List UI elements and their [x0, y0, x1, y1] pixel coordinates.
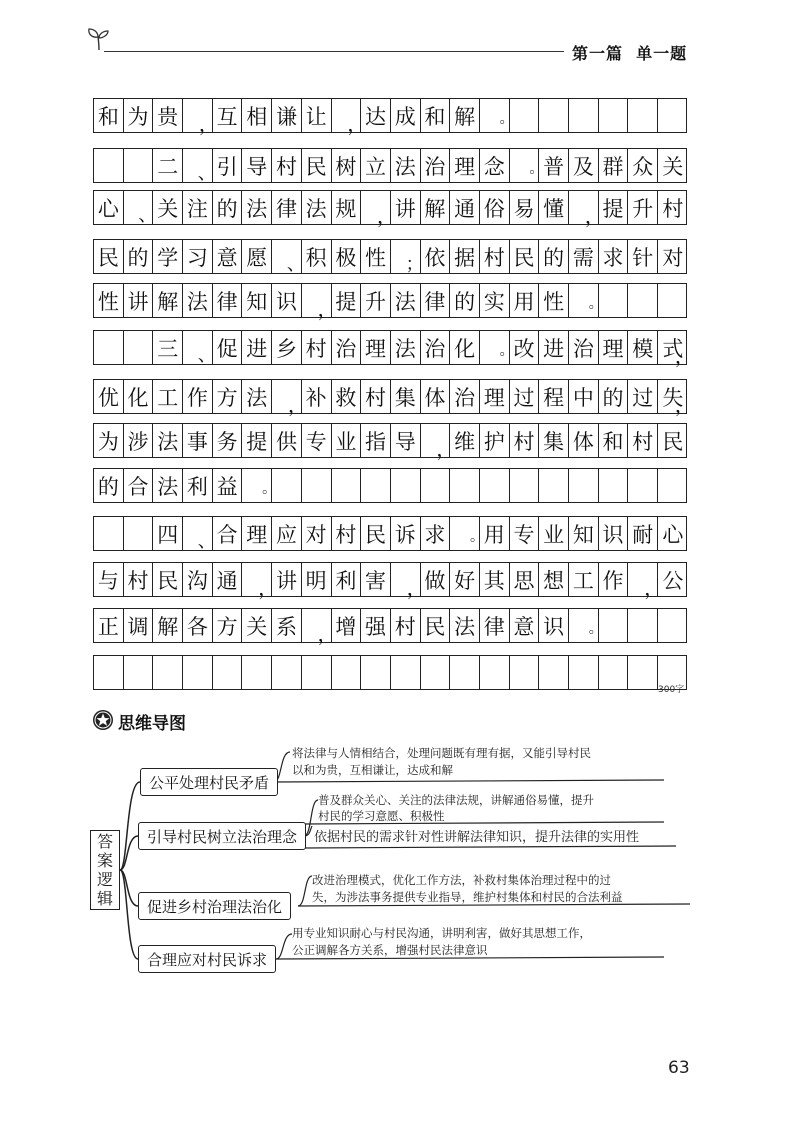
essay-grid-cell: 性: [539, 284, 569, 317]
essay-grid-cell: 对: [302, 517, 332, 550]
essay-grid-cell: 公: [662, 568, 684, 593]
essay-grid-cell: ，: [391, 563, 421, 596]
essay-grid-cell: 民: [361, 517, 391, 550]
essay-grid-cell: ，: [302, 609, 332, 642]
essay-grid-cell: 作: [183, 380, 213, 413]
essay-grid-cell: 村: [302, 331, 332, 364]
essay-grid-cell: 。: [242, 469, 272, 502]
essay-grid-cell: 互: [213, 99, 243, 132]
essay-grid-cell: 通: [450, 191, 480, 224]
essay-grid-cell: 害: [361, 563, 391, 596]
essay-grid-cell: 求: [599, 240, 629, 273]
essay-grid-cell: 的: [94, 469, 124, 502]
essay-grid-cell: 工: [153, 380, 183, 413]
essay-grid-cell: 实: [480, 284, 510, 317]
essay-grid-cell: 调: [124, 609, 154, 642]
essay-grid-cell: 诉: [391, 517, 421, 550]
essay-grid-cell: 升: [628, 191, 658, 224]
essay-grid-cell: 讲: [391, 191, 421, 224]
leaf-text: 公正调解各方关系，增强村民法律意识: [292, 943, 488, 957]
essay-grid-cell: 民: [510, 240, 540, 273]
essay-grid-cell: 提: [242, 424, 272, 457]
essay-grid-cell: 维: [450, 424, 480, 457]
essay-grid-cell: 业: [332, 424, 362, 457]
essay-grid-cell: 对: [662, 245, 684, 270]
essay-grid-cell: 思: [510, 563, 540, 596]
essay-grid-cell: ，: [302, 284, 332, 317]
essay-grid-cell: ，: [421, 424, 451, 457]
essay-grid-cell: 治: [332, 331, 362, 364]
essay-grid-cell: 导: [391, 424, 421, 457]
essay-grid-cell: 意: [510, 609, 540, 642]
essay-grid-cell: 讲: [124, 284, 154, 317]
root-char: 案: [96, 851, 113, 870]
essay-grid-cell: 理: [480, 380, 510, 413]
essay-grid-cell: 二: [153, 149, 183, 182]
essay-grid-cell: ，: [361, 191, 391, 224]
essay-grid-cell: ，: [569, 191, 599, 224]
essay-grid-cell: 促: [213, 331, 243, 364]
leaf-text: 失，为涉法事务提供专业指导，维护村集体和村民的合法利益: [312, 890, 623, 904]
mindmap-title: 思维导图: [118, 714, 186, 734]
essay-grid-cell: 模: [628, 331, 658, 364]
essay-grid-cell: 讲: [272, 563, 302, 596]
leaf-text: 将法律与人情相结合，处理问题既有理有据，又能引导村民: [292, 746, 591, 760]
essay-grid-cell: 民: [153, 563, 183, 596]
essay-grid-cell: 解: [153, 284, 183, 317]
essay-grid-cell: 正: [94, 609, 124, 642]
essay-grid-cell: 为: [94, 424, 124, 457]
essay-grid-cell: 懂: [539, 191, 569, 224]
essay-grid-cell: 增: [332, 609, 362, 642]
essay-grid-cell: 应: [272, 517, 302, 550]
essay-grid-cell: 。: [450, 517, 480, 550]
essay-grid-cell: 民: [302, 149, 332, 182]
essay-grid-cell: 的: [539, 240, 569, 273]
essay-grid-cell: 集: [391, 380, 421, 413]
essay-grid-cell: 理: [599, 331, 629, 364]
essay-grid-cell: 识: [272, 284, 302, 317]
essay-grid-cell: 益: [213, 469, 243, 502]
page-number: 63: [668, 1058, 690, 1078]
essay-grid-cell: 村: [272, 149, 302, 182]
essay-grid-cell: 救: [332, 380, 362, 413]
essay-grid-cell: 乡: [272, 331, 302, 364]
essay-grid-cell: 的: [450, 284, 480, 317]
essay-grid-cell: 意: [213, 240, 243, 273]
essay-grid-cell: 村: [361, 380, 391, 413]
essay-grid-cell: 其: [480, 563, 510, 596]
essay-grid-cell: 律: [272, 191, 302, 224]
essay-grid-cell: 依: [421, 240, 451, 273]
leaf-text: 以和为贵，互相谦让，达成和解: [292, 763, 453, 777]
essay-grid-cell: 提: [332, 284, 362, 317]
essay-grid-cell: 法: [391, 284, 421, 317]
essay-grid-cell: 知: [242, 284, 272, 317]
essay-grid-cell: 村: [332, 517, 362, 550]
essay-grid-cell: 法: [242, 191, 272, 224]
essay-grid-cell: ，: [183, 99, 213, 132]
leaf-text: 普及群众关心、关注的法律法规，讲解通俗易懂，提升: [318, 793, 594, 807]
essay-grid-cell: 化: [450, 331, 480, 364]
branch-legal-awareness: 引导村民树立法治理念: [138, 822, 306, 850]
essay-grid-cell: 村: [391, 609, 421, 642]
root-char: 辑: [96, 889, 113, 908]
essay-grid-cell: 知: [569, 517, 599, 550]
essay-grid-cell: 关: [242, 609, 272, 642]
essay-grid-cell: 想: [539, 563, 569, 596]
essay-grid-cell: 合: [124, 469, 154, 502]
essay-grid-cell: 法: [242, 380, 272, 413]
essay-grid-cell: ，: [332, 99, 362, 132]
essay-grid-cell: 贵: [153, 99, 183, 132]
essay-grid-cell: 规: [332, 191, 362, 224]
essay-grid-cell: 村: [662, 196, 684, 221]
essay-grid-cell: ，: [628, 563, 658, 596]
essay-grid-cell: 、: [124, 191, 154, 224]
branch-fair-handling: 公平处理村民矛盾: [140, 768, 278, 796]
essay-grid-cell: 立: [361, 149, 391, 182]
essay-grid-cell: 业: [539, 517, 569, 550]
essay-grid-cell: 众: [628, 149, 658, 182]
essay-grid-cell: 和: [599, 424, 629, 457]
essay-grid-cell: 合: [213, 517, 243, 550]
essay-grid-cell: 识: [599, 517, 629, 550]
essay-grid-cell: 事: [183, 424, 213, 457]
essay-grid-cell: 用: [510, 284, 540, 317]
essay-grid-cell: 涉: [124, 424, 154, 457]
essay-grid-cell: 、: [272, 240, 302, 273]
essay-grid-cell: 解: [450, 99, 480, 132]
essay-grid-cell: ，: [272, 380, 302, 413]
essay-grid-cell: 三: [153, 331, 183, 364]
essay-grid-cell: 普: [539, 149, 569, 182]
essay-grid-cell: 针: [628, 240, 658, 273]
essay-grid-cell: 律: [213, 284, 243, 317]
essay-grid-cell: 的: [599, 380, 629, 413]
essay-grid-cell: 化: [124, 380, 154, 413]
essay-grid-cell: 护: [480, 424, 510, 457]
essay-grid-cell: 、: [183, 149, 213, 182]
root-char: 答: [96, 832, 113, 851]
leaf-text: 村民的学习意愿、积极性: [318, 809, 445, 823]
essay-grid-cell: 相: [242, 99, 272, 132]
essay-grid-cell: 理: [361, 331, 391, 364]
essay-grid-cell: 治: [569, 331, 599, 364]
essay-grid-cell: 治: [421, 331, 451, 364]
essay-grid-cell: 易: [510, 191, 540, 224]
essay-grid-cell: 引: [213, 149, 243, 182]
essay-grid-cell: 民: [421, 609, 451, 642]
essay-grid-cell: 理: [242, 517, 272, 550]
essay-grid-cell: 解: [421, 191, 451, 224]
essay-grid-cell: 性: [361, 240, 391, 273]
essay-grid-cell: 律: [421, 284, 451, 317]
essay-grid-cell: 补: [302, 380, 332, 413]
essay-grid-cell: 过: [628, 380, 658, 413]
essay-grid-cell: 提: [599, 191, 629, 224]
leaf-text: 改进治理模式，优化工作方法，补救村集体治理过程中的过: [312, 873, 611, 887]
essay-grid-cell: 专: [302, 424, 332, 457]
essay-grid-cell: ；: [391, 240, 421, 273]
essay-grid-cell: 成: [391, 99, 421, 132]
essay-grid-cell: 、: [183, 331, 213, 364]
root-char: 逻: [96, 870, 113, 889]
essay-grid-cell: 律: [480, 609, 510, 642]
essay-grid-cell: 的: [213, 191, 243, 224]
leaf-text: 用专业知识耐心与村民沟通，讲明利害，做好其思想工作，: [292, 926, 591, 940]
essay-grid-cell: 为: [124, 99, 154, 132]
essay-grid-cell: 。: [510, 149, 540, 182]
essay-grid-cell: 体: [421, 380, 451, 413]
essay-grid-cell: 方: [213, 380, 243, 413]
essay-grid-cell: 、: [183, 517, 213, 550]
essay-grid-cell: 俗: [480, 191, 510, 224]
mindmap-root: [90, 830, 120, 910]
essay-grid-cell: 系: [272, 609, 302, 642]
essay-grid-cell: 通: [213, 563, 243, 596]
essay-grid-cell: 。: [569, 284, 599, 317]
essay-grid-cell: 式 ，: [662, 336, 695, 368]
essay-grid-cell: 利: [332, 563, 362, 596]
essay-grid-cell: 升: [361, 284, 391, 317]
essay-grid-cell: 心: [662, 522, 684, 547]
essay-grid-cell: 与: [94, 563, 124, 596]
essay-grid-cell: 积: [302, 240, 332, 273]
essay-grid-cell: 据: [450, 240, 480, 273]
essay-grid-cell: 工: [569, 563, 599, 596]
essay-grid-cell: 法: [391, 149, 421, 182]
essay-grid-cell: 进: [242, 331, 272, 364]
essay-grid-cell: 及: [569, 149, 599, 182]
essay-grid-cell: 识: [539, 609, 569, 642]
essay-grid-cell: 让: [302, 99, 332, 132]
essay-grid-cell: 理: [450, 149, 480, 182]
essay-grid-cell: 愿: [242, 240, 272, 273]
essay-grid-cell: 务: [213, 424, 243, 457]
essay-grid-cell: 利: [183, 469, 213, 502]
essay-grid-cell: 。: [569, 609, 599, 642]
essay-grid-cell: 改: [510, 331, 540, 364]
essay-grid-cell: 明: [302, 563, 332, 596]
essay-grid-cell: 四: [153, 517, 183, 550]
essay-grid-cell: 和: [421, 99, 451, 132]
essay-grid-cell: 民: [662, 429, 684, 454]
essay-grid-cell: 民: [94, 240, 124, 273]
essay-grid-cell: 解: [153, 609, 183, 642]
essay-grid-cell: 。: [480, 99, 510, 132]
essay-grid-cell: 谦: [272, 99, 302, 132]
essay-grid-cell: 法: [450, 609, 480, 642]
essay-grid-cell: 达: [361, 99, 391, 132]
essay-grid-cell: 集: [539, 424, 569, 457]
essay-grid-cell: 供: [272, 424, 302, 457]
essay-grid-cell: 法: [183, 284, 213, 317]
page-header-title: 第一篇 单一题: [572, 44, 688, 63]
essay-grid-cell: 作: [599, 563, 629, 596]
essay-grid-cell: 极: [332, 240, 362, 273]
essay-grid-cell: 进: [539, 331, 569, 364]
essay-grid-cell: 做: [421, 563, 451, 596]
essay-grid-cell: 法: [153, 424, 183, 457]
essay-grid-cell: 失 ，: [662, 385, 695, 417]
essay-grid-cell: 关: [662, 154, 684, 179]
essay-grid-cell: 念: [480, 149, 510, 182]
essay-grid-cell: 中: [569, 380, 599, 413]
essay-grid-cell: 用: [480, 517, 510, 550]
essay-grid-cell: 程: [539, 380, 569, 413]
essay-grid-cell: 方: [213, 609, 243, 642]
essay-grid-cell: 体: [569, 424, 599, 457]
essay-grid-cell: 和: [94, 99, 124, 132]
essay-grid-cell: 优: [94, 380, 124, 413]
essay-grid-cell: 村: [124, 563, 154, 596]
essay-grid-cell: 习: [183, 240, 213, 273]
essay-grid-cell: 注: [183, 191, 213, 224]
essay-grid-cell: 治: [421, 149, 451, 182]
essay-grid-cell: 好: [450, 563, 480, 596]
essay-grid-cell: 村: [628, 424, 658, 457]
leaf-text: 依据村民的需求针对性讲解法律知识，提升法律的实用性: [314, 830, 640, 845]
essay-grid-cell: 沟: [183, 563, 213, 596]
essay-grid-cell: 求: [421, 517, 451, 550]
essay-grid-cell: 指: [361, 424, 391, 457]
essay-grid-cell: 村: [480, 240, 510, 273]
essay-grid-cell: 树: [332, 149, 362, 182]
essay-grid-cell: 过: [510, 380, 540, 413]
essay-grid-cell: ，: [242, 563, 272, 596]
essay-grid-cell: 关: [153, 191, 183, 224]
word-count-label: 300字: [658, 685, 685, 695]
branch-villager-demands: 合理应对村民诉求: [138, 945, 276, 973]
essay-grid-cell: 专: [510, 517, 540, 550]
essay-grid-cell: 法: [302, 191, 332, 224]
essay-grid-cell: 村: [510, 424, 540, 457]
essay-grid-cell: 群: [599, 149, 629, 182]
essay-grid-cell: 学: [153, 240, 183, 273]
branch-rule-of-law: 促进乡村治理法治化: [138, 892, 291, 920]
essay-grid-cell: 。: [480, 331, 510, 364]
essay-grid-cell: 性: [94, 284, 124, 317]
essay-grid-cell: 法: [391, 331, 421, 364]
essay-grid-cell: 法: [153, 469, 183, 502]
essay-grid-cell: 强: [361, 609, 391, 642]
essay-grid-cell: 导: [242, 149, 272, 182]
essay-grid-cell: 耐: [628, 517, 658, 550]
essay-grid-cell: 治: [450, 380, 480, 413]
essay-grid-cell: 的: [124, 240, 154, 273]
essay-grid-cell: 心: [94, 191, 124, 224]
essay-grid-cell: 需: [569, 240, 599, 273]
essay-grid-cell: 各: [183, 609, 213, 642]
